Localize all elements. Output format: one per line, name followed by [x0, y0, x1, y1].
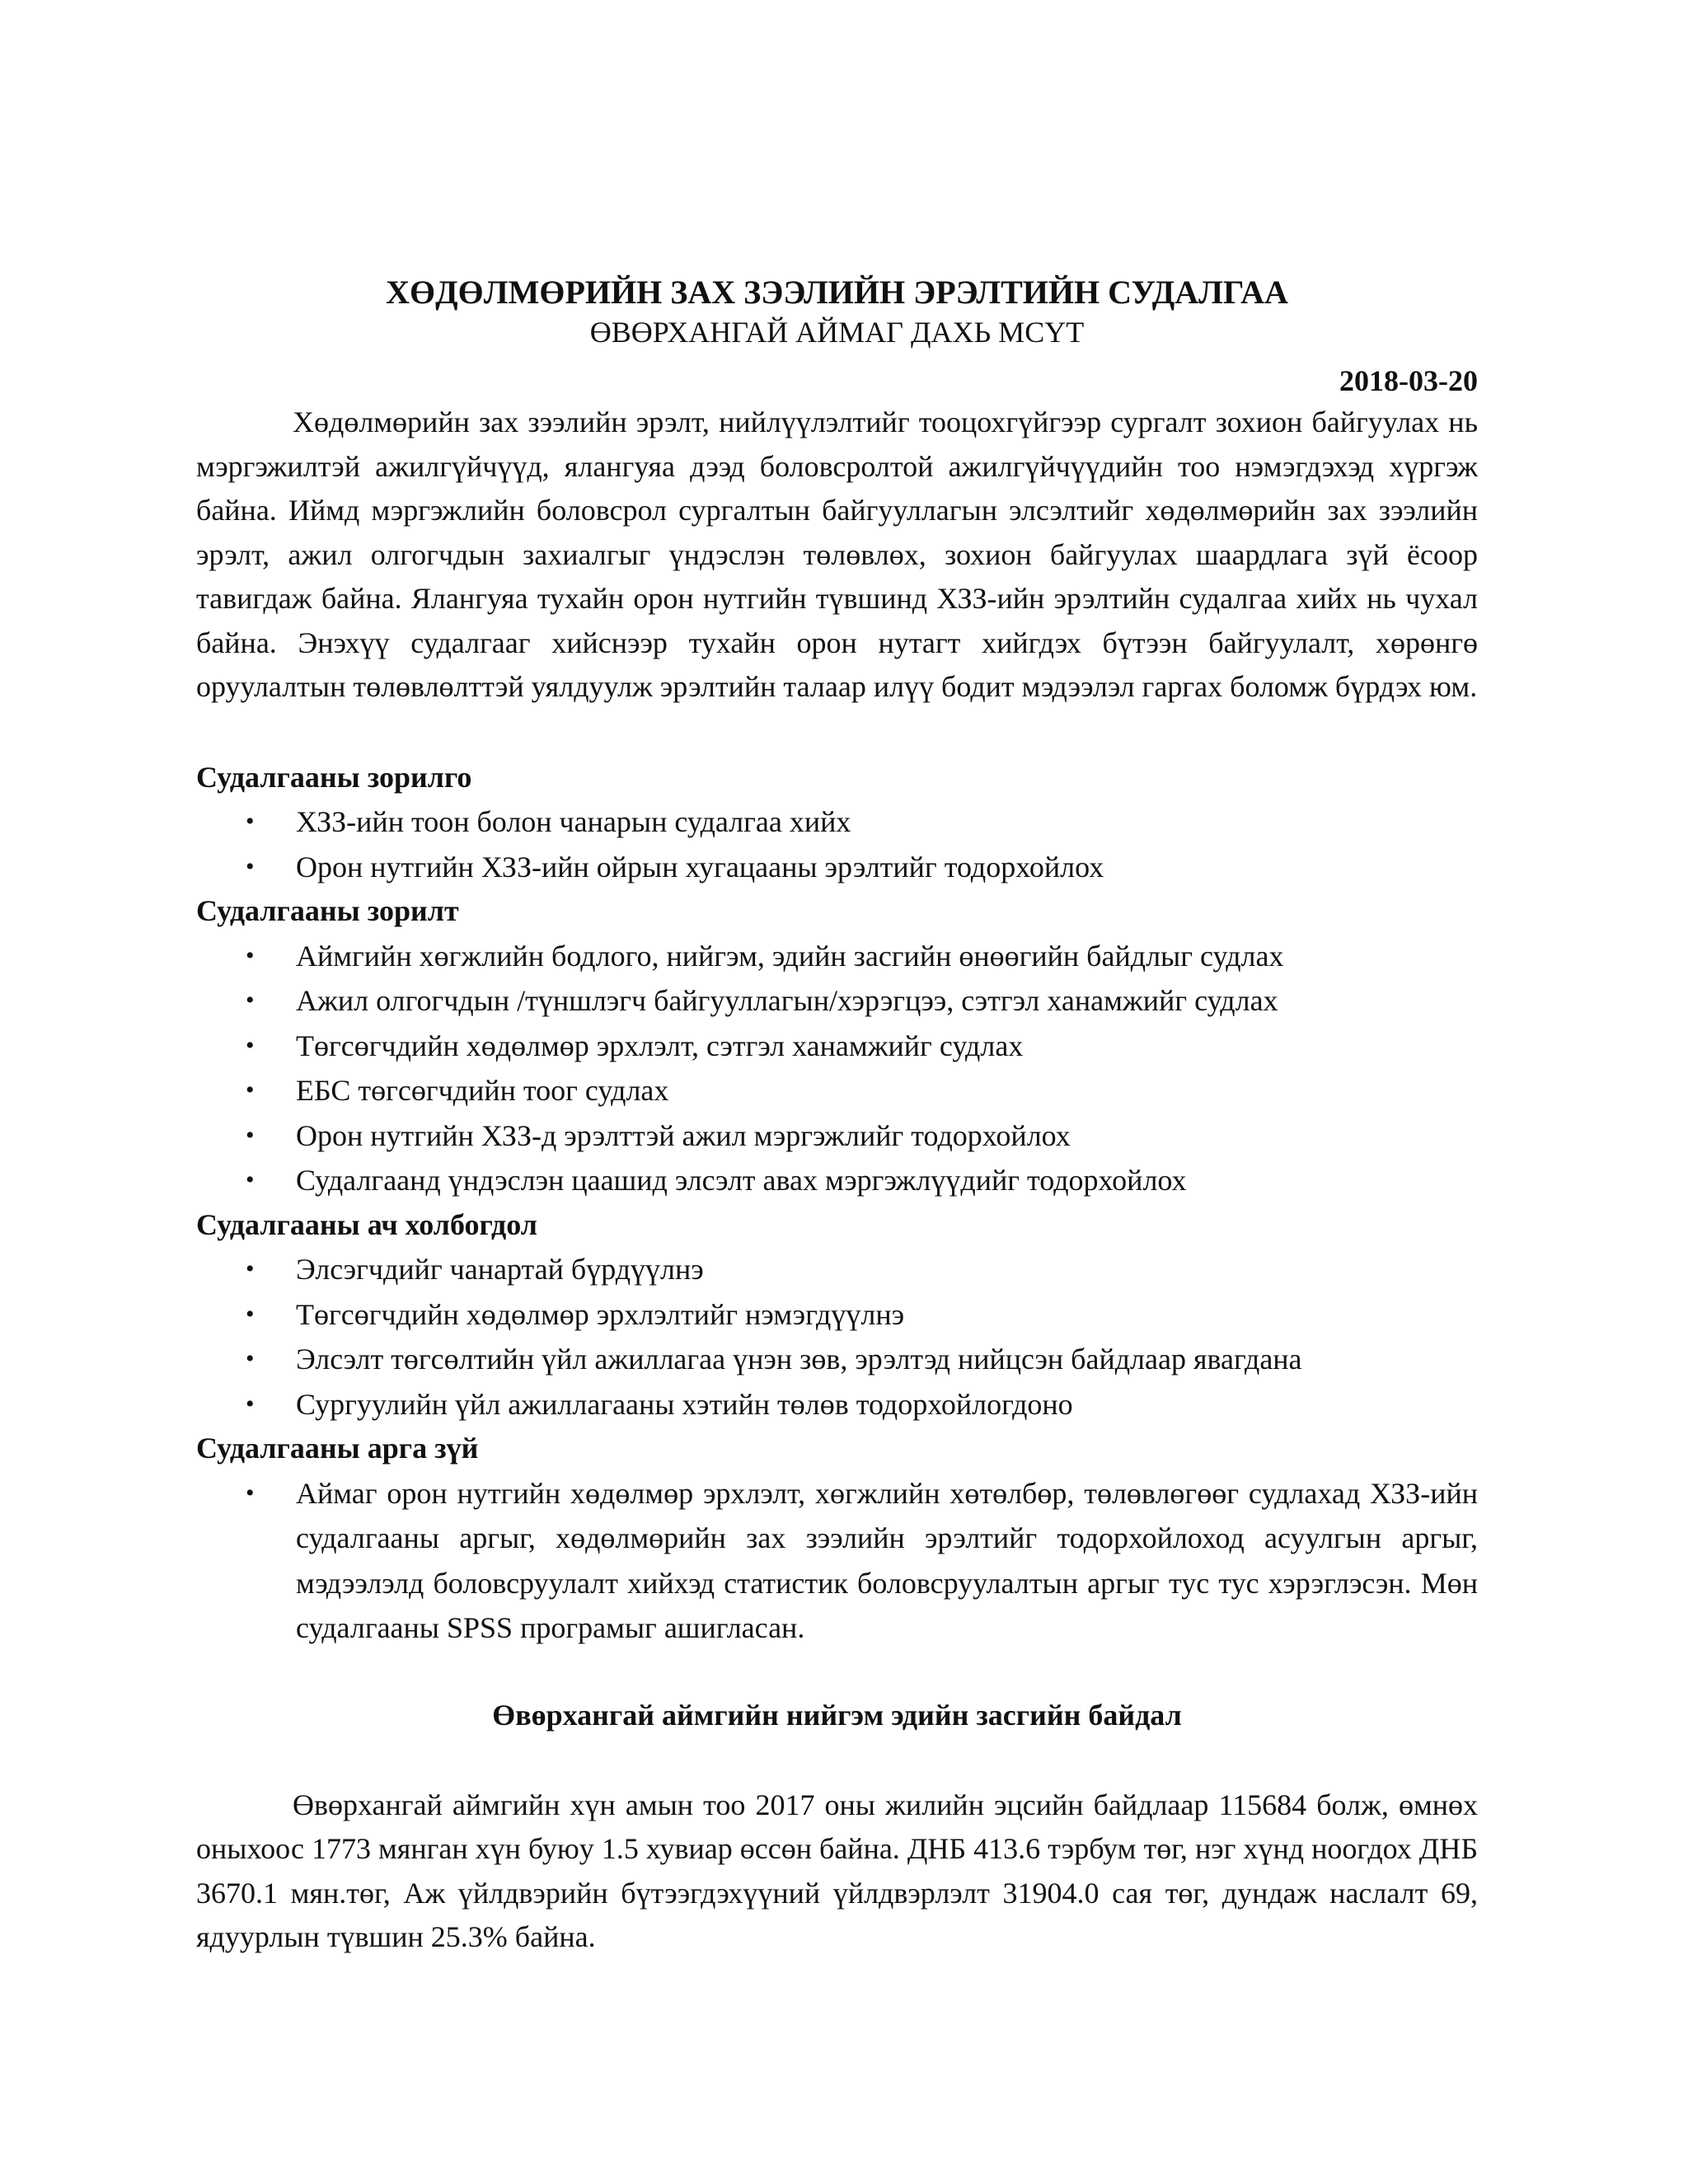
list-item-text: Төгсөгчдийн хөдөлмөр эрхлэлтийг нэмэгдүүлнэ	[296, 1297, 905, 1331]
bullet-icon: •	[246, 1121, 255, 1149]
intro-paragraph: Хөдөлмөрийн зах зээлийн эрэлт, нийлүүлэлтийг тооцохгүйгээр сургалт зохион байгуулах нь мэргэжилтэй ажилгүйчүүд, ялангуяа дээд боловсролтой ажилгүйчүүдийн тоо нэмэгдэхэд хүргэж байна. Иймд мэргэжлийн боловсрол сургалтын байгууллагын элсэлтийг хөдөлмөрийн зах зээлийн эрэлт, ажил олгогчдын захиалгыг үндэслэн төлөвлөх, зохион байгуулах шаардлага зүй ёсоор тавигдаж байна. Ялангуяа тухайн орон нутгийн түвшинд ХЗЗ-ийн эрэлтийн судалгаа хийх нь чухал байна. Энэхүү судалгааг хийснээр тухайн орон нутагт хийгдэх бүтээн байгуулалт, хөрөнгө оруулалтын төлөвлөлттэй уялдуулж эрэлтийн талаар илүү бодит мэдээлэл гаргах боломж бүрдэх юм.	[196, 405, 1478, 703]
bullet-icon: •	[246, 1076, 255, 1104]
list-item-text: Элсэгчдийг чанартай бүрдүүлнэ	[296, 1253, 704, 1286]
section-heading-objectives: Судалгааны зорилт	[196, 894, 459, 927]
list-item	[196, 1068, 1478, 1113]
list-item	[196, 1471, 1478, 1651]
list-item-text: Судалгаанд үндэслэн цаашид элсэлт авах мэргэжлүүдийг тодорхойлох	[296, 1164, 1187, 1197]
list-item	[196, 1158, 1478, 1203]
section-heading-significance: Судалгааны ач холбогдол	[196, 1207, 537, 1241]
document-date: 2018-03-20	[1339, 364, 1478, 397]
document-subtitle: ӨВӨРХАНГАЙ АЙМАГ ДАХЬ МСҮТ	[589, 316, 1085, 349]
list-item-text: Орон нутгийн ХЗЗ-д эрэлттэй ажил мэргэжлийг тодорхойлох	[296, 1118, 1071, 1152]
bullet-icon: •	[246, 852, 255, 880]
bullet-icon: •	[246, 1345, 255, 1372]
bullet-list-methodology	[196, 1471, 1478, 1651]
list-item	[196, 1024, 1478, 1069]
bullet-list-objectives	[196, 934, 1478, 1203]
section-spacer	[196, 710, 1478, 756]
bullet-icon: •	[246, 1255, 255, 1282]
bullet-icon: •	[246, 1479, 255, 1507]
list-item-text: Элсэлт төгсөлтийн үйл ажиллагаа үнэн зөв, эрэлтэд нийцсэн байдлаар явагдана	[296, 1343, 1302, 1376]
bullet-list-significance	[196, 1247, 1478, 1427]
list-item	[196, 1113, 1478, 1159]
list-item	[196, 799, 1478, 845]
bullet-list-goal	[196, 799, 1478, 889]
socioeconomic-paragraph: Өвөрхангай аймгийн хүн амын тоо 2017 оны жилийн эцсийн байдлаар 115684 болж, өмнөх оныхоос 1773 мянган хүн буюу 1.5 хувиар өссөн байна. ДНБ 413.6 тэрбум төг, нэг хүнд ноогдох ДНБ 3670.1 мян.төг, Аж үйлдвэрийн бүтээгдэхүүний үйлдвэрлэлт 31904.0 сая төг, дундаж наслалт 69, ядуурлын түвшин 25.3% байна.	[196, 1788, 1478, 1953]
list-item-text: Аймаг орон нутгийн хөдөлмөр эрхлэлт, хөгжлийн хөтөлбөр, төлөвлөгөөг судлахад ХЗЗ-ийн судалгааны аргыг, хөдөлмөрийн зах зээлийн эрэлтийг тодорхойлоход асуулгын аргыг, мэдээлэлд боловсруулалт хийхэд статистик боловсруулалтын аргыг тус тус хэрэглэсэн. Мөн судалгааны SPSS програмыг ашигласан.	[296, 1476, 1478, 1644]
bullet-icon: •	[246, 1300, 255, 1328]
list-item	[196, 1337, 1478, 1382]
bullet-icon: •	[246, 1031, 255, 1059]
bullet-icon: •	[246, 808, 255, 835]
bullet-icon: •	[246, 987, 255, 1014]
list-item-text: Ажил олгогчдын /түншлэгч байгууллагын/хэрэгцээ, сэтгэл ханамжийг судлах	[296, 984, 1278, 1017]
list-item	[196, 978, 1478, 1024]
document-page	[196, 272, 1478, 1960]
list-item-text: Орон нутгийн ХЗЗ-ийн ойрын хугацааны эрэлтийг тодорхойлох	[296, 850, 1104, 883]
bullet-icon: •	[246, 941, 255, 969]
list-item-text: Аймгийн хөгжлийн бодлого, нийгэм, эдийн засгийн өнөөгийн байдлыг судлах	[296, 939, 1284, 972]
list-item	[196, 1382, 1478, 1427]
list-item-text: ЕБС төгсөгчдийн тоог судлах	[296, 1074, 669, 1107]
bullet-icon: •	[246, 1166, 255, 1193]
bullet-icon: •	[246, 1390, 255, 1418]
section-spacer	[196, 1737, 1478, 1783]
socioeconomic-heading: Өвөрхангай аймгийн нийгэм эдийн засгийн байдал	[492, 1698, 1182, 1732]
list-item	[196, 1247, 1478, 1292]
section-heading-goal: Судалгааны зорилго	[196, 760, 472, 794]
list-item-text: Төгсөгчдийн хөдөлмөр эрхлэлт, сэтгэл ханамжийг судлах	[296, 1029, 1024, 1062]
list-item-text: ХЗЗ-ийн тоон болон чанарын судалгаа хийх	[296, 805, 851, 838]
list-item	[196, 845, 1478, 890]
list-item	[196, 1292, 1478, 1338]
list-item	[196, 934, 1478, 979]
document-title: ХӨДӨЛМӨРИЙН ЗАХ ЗЭЭЛИЙН ЭРЭЛТИЙН СУДАЛГАА	[386, 274, 1288, 311]
section-heading-methodology: Судалгааны арга зүй	[196, 1432, 479, 1465]
list-item-text: Сургуулийн үйл ажиллагааны хэтийн төлөв тодорхойлогдоно	[296, 1387, 1073, 1421]
